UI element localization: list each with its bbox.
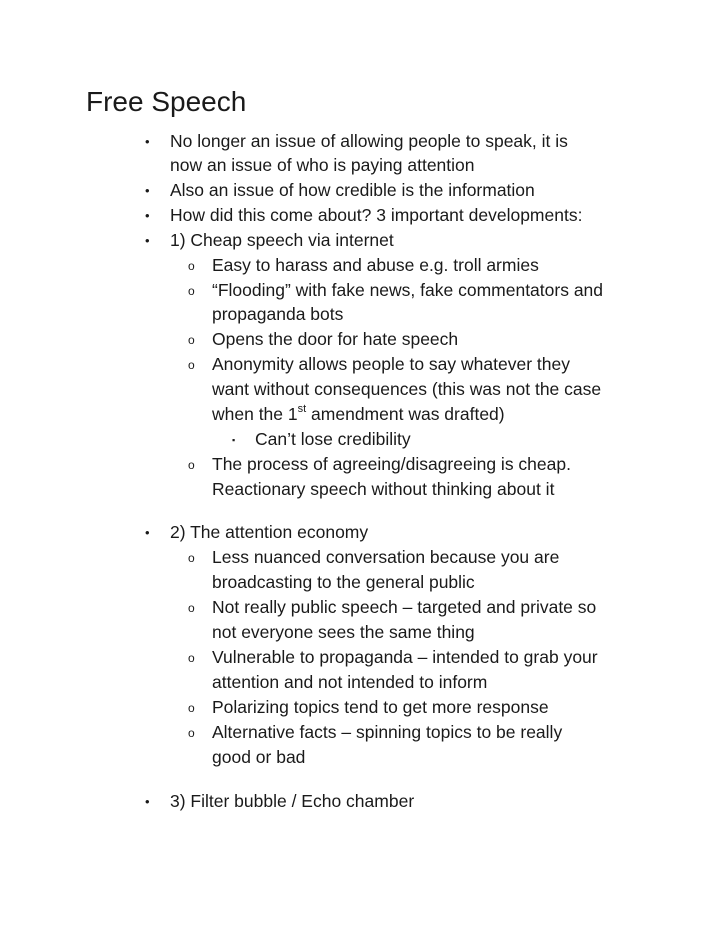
list-item-text: broadcasting to the general public <box>212 572 475 592</box>
bullet-level1: • <box>145 794 150 809</box>
list-item-text: Alternative facts – spinning topics to be really <box>212 722 563 742</box>
list-item-text: attention and not intended to inform <box>212 672 488 692</box>
list-item-text: How did this come about? 3 important developments: <box>170 205 583 225</box>
bullet-level2: o <box>188 726 195 740</box>
bullet-level2: o <box>188 333 195 347</box>
list-item-text: Also an issue of how credible is the information <box>170 180 535 200</box>
list-item-text: “Flooding” with fake news, fake commentators and <box>212 280 604 300</box>
list-item-text: Polarizing topics tend to get more response <box>212 697 549 717</box>
bullet-level1: • <box>145 233 150 248</box>
list-item-text: Vulnerable to propaganda – intended to grab your <box>212 647 598 667</box>
bullet-level2: o <box>188 551 195 565</box>
list-item-text: now an issue of who is paying attention <box>170 155 475 175</box>
bullet-level2: o <box>188 259 195 273</box>
bullet-level2: o <box>188 458 195 472</box>
bullet-level1: • <box>145 134 150 149</box>
list-item-text: No longer an issue of allowing people to speak, it is <box>170 131 568 151</box>
superscript-ordinal: st <box>297 403 307 416</box>
list-item-text: Less nuanced conversation because you are <box>212 547 560 567</box>
list-item-text: 2) The attention economy <box>170 522 369 542</box>
list-item-text: 1) Cheap speech via internet <box>170 230 394 250</box>
text-segment: when the 1 <box>212 404 298 424</box>
list-item-text: Easy to harass and abuse e.g. troll armies <box>212 255 539 275</box>
text-segment: amendment was drafted) <box>306 404 505 424</box>
bullet-level3: ▪ <box>232 435 236 445</box>
bullet-level1: • <box>145 525 150 540</box>
list-item-text: Reactionary speech without thinking about it <box>212 479 555 499</box>
bullet-level2: o <box>188 601 195 615</box>
list-item-text: Opens the door for hate speech <box>212 329 459 349</box>
list-item-text: Not really public speech – targeted and private so <box>212 597 597 617</box>
list-item-text: The process of agreeing/disagreeing is cheap. <box>212 454 571 474</box>
list-item-text: Anonymity allows people to say whatever they <box>212 354 570 374</box>
list-item-text <box>212 402 505 427</box>
bullet-level2: o <box>188 651 195 665</box>
bullet-level1: • <box>145 208 150 223</box>
list-item-text: not everyone sees the same thing <box>212 622 475 642</box>
list-item-text: Can’t lose credibility <box>255 429 411 449</box>
list-item-text: propaganda bots <box>212 304 344 324</box>
list-item-text: good or bad <box>212 747 306 767</box>
page-title: Free Speech <box>86 86 247 117</box>
list-item-text: 3) Filter bubble / Echo chamber <box>170 791 415 811</box>
list-item-text: want without consequences (this was not the case <box>212 379 602 399</box>
bullet-level2: o <box>188 284 195 298</box>
bullet-level2: o <box>188 358 195 372</box>
bullet-level2: o <box>188 701 195 715</box>
bullet-level1: • <box>145 183 150 198</box>
